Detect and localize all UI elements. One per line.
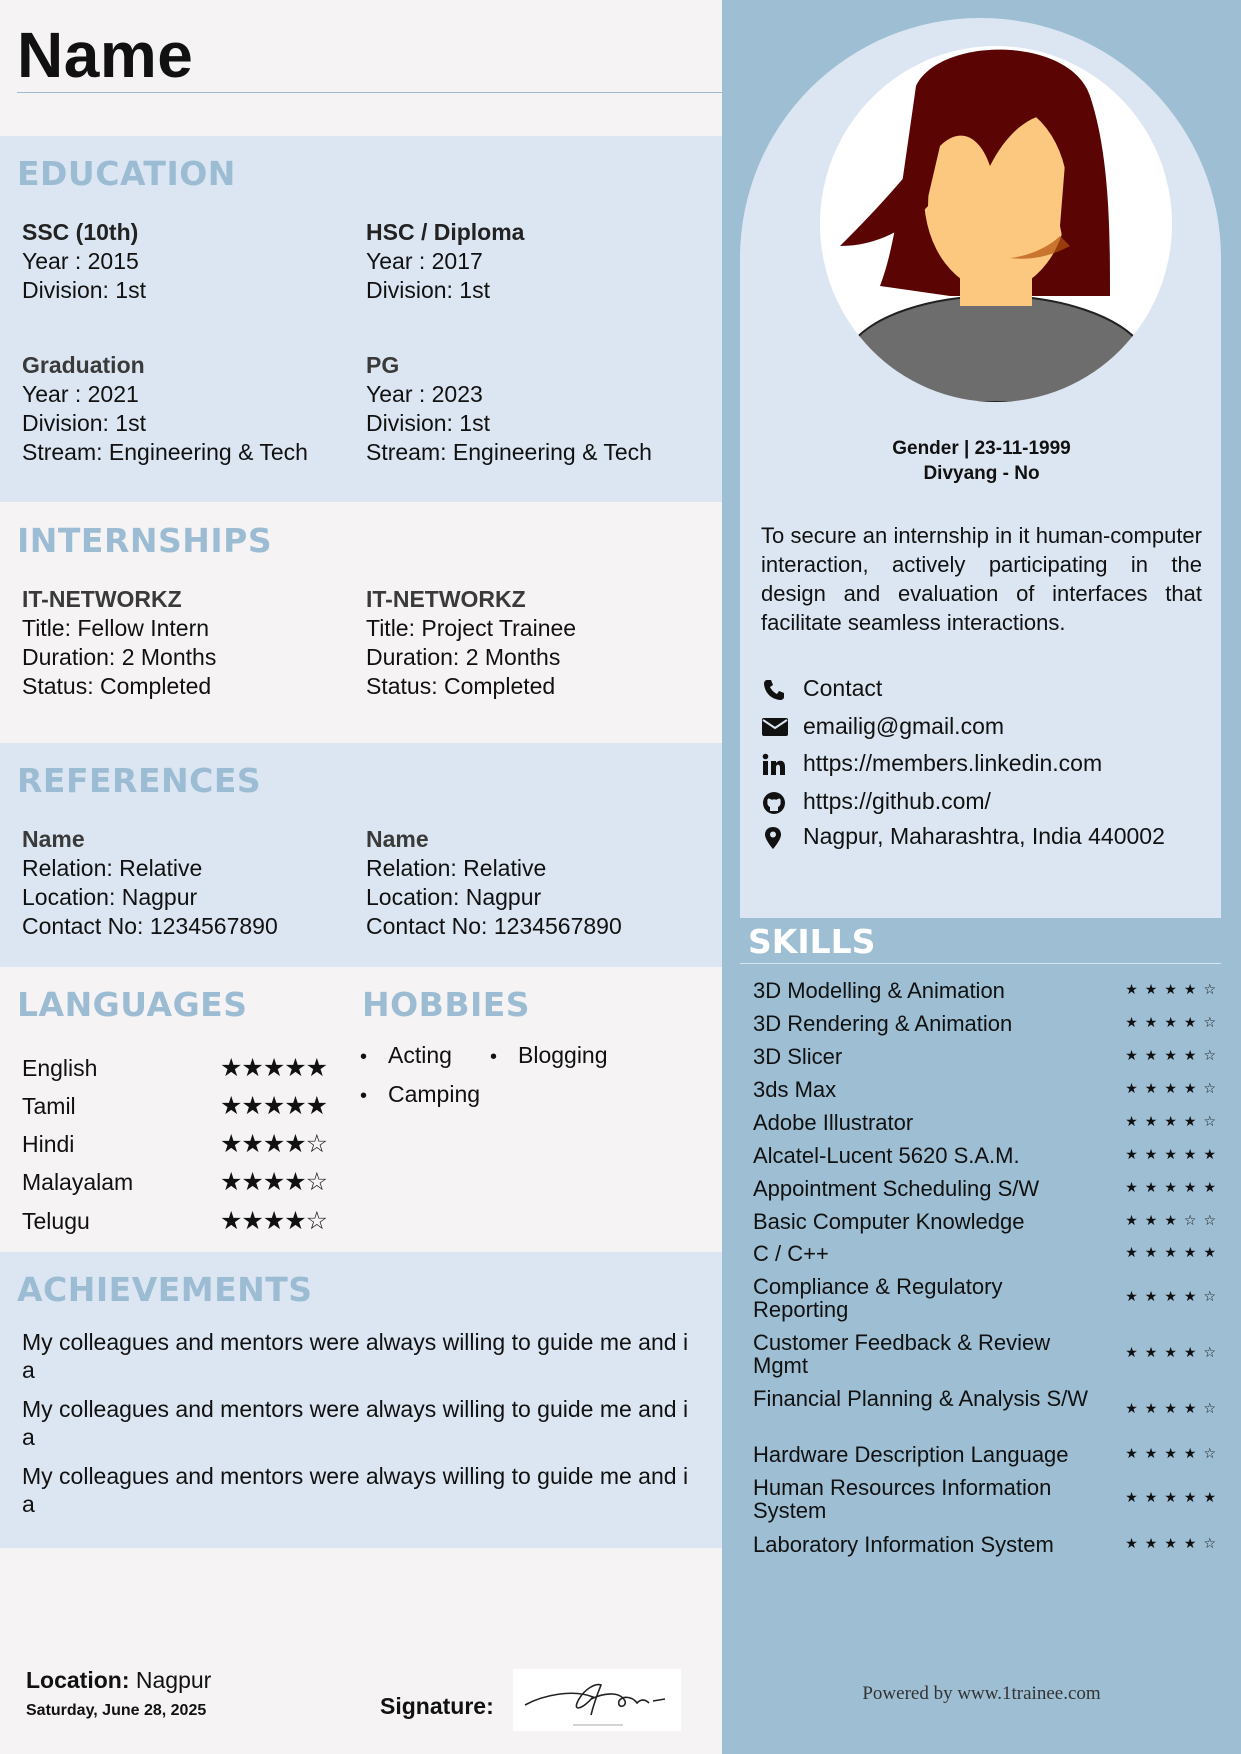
references-heading: REFERENCES <box>17 761 262 800</box>
education-title: SSC (10th) <box>22 219 139 245</box>
skill-name: 3D Rendering & Animation <box>753 1011 1013 1036</box>
education-line: Division: 1st <box>366 410 490 436</box>
right-column <box>722 0 1241 1754</box>
location-label: Location: <box>26 1667 130 1693</box>
language-row <box>22 1091 328 1123</box>
education-line: Year : 2015 <box>22 248 139 274</box>
education-line: Division: 1st <box>366 277 490 303</box>
hobby-item <box>360 1042 452 1069</box>
skill-rating: ★★★★☆ <box>1125 1401 1223 1417</box>
internship-company: IT-NETWORKZ <box>366 586 526 612</box>
skill-name: Adobe Illustrator <box>753 1110 914 1135</box>
linkedin-link[interactable]: https://members.linkedin.com <box>803 750 1103 776</box>
skill-rating: ★★★★★ <box>1125 1147 1223 1163</box>
language-rating: ★★★★☆ <box>220 1129 328 1158</box>
skill-row <box>753 1533 1223 1557</box>
education-line: Year : 2023 <box>366 381 483 407</box>
hobbies-heading: HOBBIES <box>362 985 531 1024</box>
skill-name: Customer Feedback & Review Mgmt <box>753 1330 1051 1378</box>
skill-rating: ★★★★☆ <box>1125 1289 1223 1305</box>
skill-row <box>753 979 1223 1003</box>
skill-name: Financial Planning & Analysis S/W <box>753 1386 1089 1411</box>
language-row <box>22 1129 328 1161</box>
skills-heading: SKILLS <box>748 922 876 961</box>
reference-line: Relation: Relative <box>22 855 203 881</box>
linkedin-icon <box>762 753 788 777</box>
references-section <box>0 743 722 967</box>
internship-line: Duration: 2 Months <box>366 644 561 670</box>
reference-line: Contact No: 1234567890 <box>22 913 278 939</box>
divyang-status: Divyang - No <box>923 463 1040 484</box>
skill-name: Basic Computer Knowledge <box>753 1209 1025 1234</box>
hobby-label: Acting <box>388 1042 452 1068</box>
location-pin-icon <box>762 826 788 850</box>
education-line: Year : 2021 <box>22 381 139 407</box>
language-name: Malayalam <box>22 1169 134 1195</box>
hobby-label: Camping <box>388 1081 481 1107</box>
skill-row <box>753 1111 1223 1135</box>
education-line: Stream: Engineering & Tech <box>22 439 308 465</box>
address-text: Nagpur, Maharashtra, India 440002 <box>803 823 1165 849</box>
internship-line: Title: Project Trainee <box>366 615 577 641</box>
internship-company: IT-NETWORKZ <box>22 586 182 612</box>
reference-item <box>22 825 278 941</box>
education-title: Graduation <box>22 352 145 378</box>
hobby-item <box>360 1081 480 1108</box>
skill-name: Alcatel-Lucent 5620 S.A.M. <box>753 1143 1020 1168</box>
skills-divider <box>740 963 1221 964</box>
skill-row <box>753 1275 1223 1321</box>
language-name: Tamil <box>22 1093 76 1119</box>
skill-rating: ★★★★★ <box>1125 1490 1223 1506</box>
internship-line: Duration: 2 Months <box>22 644 217 670</box>
skill-rating: ★★★★★ <box>1125 1180 1223 1196</box>
skill-row <box>753 1443 1223 1467</box>
location-value: Nagpur <box>135 1667 212 1693</box>
skill-rating: ★★★☆☆ <box>1125 1213 1223 1229</box>
skill-name: 3D Slicer <box>753 1044 843 1069</box>
language-rating: ★★★★★ <box>220 1053 328 1082</box>
reference-line: Location: Nagpur <box>366 884 542 910</box>
skill-rating: ★★★★☆ <box>1125 1446 1223 1462</box>
footer-date: Saturday, June 28, 2025 <box>26 1702 207 1719</box>
education-section <box>0 136 722 502</box>
skill-row <box>753 1210 1223 1234</box>
avatar <box>820 46 1172 402</box>
internship-item <box>366 585 576 701</box>
footer-location <box>26 1667 211 1694</box>
achievements-section <box>0 1252 722 1548</box>
language-rating: ★★★★★ <box>220 1091 328 1120</box>
bullet-icon: • <box>360 1085 368 1107</box>
envelope-icon <box>762 716 788 740</box>
reference-line: Contact No: 1234567890 <box>366 913 622 939</box>
skill-row <box>753 1331 1223 1377</box>
gender-dob: Gender | 23-11-1999 <box>892 438 1071 459</box>
education-ssc <box>22 218 146 305</box>
skill-name: Laboratory Information System <box>753 1532 1054 1557</box>
language-row <box>22 1167 328 1199</box>
bullet-icon: • <box>360 1046 368 1068</box>
education-line: Division: 1st <box>22 410 146 436</box>
skill-row <box>753 1242 1223 1266</box>
hobby-item <box>490 1042 608 1069</box>
skill-name: Human Resources Information System <box>753 1475 1052 1523</box>
language-name: English <box>22 1055 98 1081</box>
achievement-item: My colleagues and mentors were always willing to guide me and i a <box>22 1396 689 1450</box>
profile-card <box>740 18 1221 918</box>
skill-rating: ★★★★☆ <box>1125 1081 1223 1097</box>
github-link[interactable]: https://github.com/ <box>803 788 991 814</box>
internship-line: Status: Completed <box>366 673 556 699</box>
language-name: Hindi <box>22 1131 75 1157</box>
internships-heading: INTERNSHIPS <box>17 521 273 560</box>
github-icon <box>762 791 788 815</box>
education-hsc <box>366 218 524 305</box>
signature-image <box>513 1669 681 1731</box>
reference-line: Relation: Relative <box>366 855 547 881</box>
bullet-icon: • <box>490 1046 498 1068</box>
skill-name: C / C++ <box>753 1241 829 1266</box>
skill-row <box>753 1476 1223 1522</box>
skill-rating: ★★★★☆ <box>1125 1048 1223 1064</box>
internship-item <box>22 585 216 701</box>
language-rating: ★★★★☆ <box>220 1167 328 1196</box>
skill-row <box>753 1387 1223 1433</box>
language-row <box>22 1053 328 1085</box>
education-line: Year : 2017 <box>366 248 483 274</box>
reference-line: Location: Nagpur <box>22 884 198 910</box>
reference-item <box>366 825 622 941</box>
skill-name: Hardware Description Language <box>753 1442 1069 1467</box>
education-title: HSC / Diploma <box>366 219 525 245</box>
education-line: Stream: Engineering & Tech <box>366 439 652 465</box>
skill-row <box>753 1144 1223 1168</box>
skill-rating: ★★★★☆ <box>1125 1015 1223 1031</box>
skill-rating: ★★★★☆ <box>1125 1536 1223 1552</box>
skill-rating: ★★★★☆ <box>1125 1114 1223 1130</box>
internship-line: Title: Fellow Intern <box>22 615 210 641</box>
skill-rating: ★★★★★ <box>1125 1245 1223 1261</box>
language-name: Telugu <box>22 1208 90 1234</box>
languages-hobbies-section <box>0 967 722 1252</box>
internships-section <box>0 502 722 743</box>
career-objective: To secure an internship in it human-computer interaction, actively participating in the design and evaluation of interfaces that facilitate seamless interactions. <box>761 523 1202 635</box>
email-link[interactable]: emailig@gmail.com <box>803 713 1005 739</box>
hobby-label: Blogging <box>518 1042 608 1068</box>
skill-row <box>753 1045 1223 1069</box>
achievement-item: My colleagues and mentors were always willing to guide me and i a <box>22 1329 689 1383</box>
skill-name: Appointment Scheduling S/W <box>753 1176 1040 1201</box>
skill-row <box>753 1012 1223 1036</box>
internship-line: Status: Completed <box>22 673 212 699</box>
education-heading: EDUCATION <box>17 154 236 193</box>
skill-name: Compliance & Regulatory Reporting <box>753 1274 1003 1322</box>
skill-rating: ★★★★☆ <box>1125 1345 1223 1361</box>
phone-text: Contact <box>803 675 883 701</box>
education-pg <box>366 351 652 467</box>
profile-personal <box>722 436 1241 486</box>
skill-row <box>753 1177 1223 1201</box>
skill-row <box>753 1078 1223 1102</box>
name-divider <box>17 92 722 93</box>
language-row <box>22 1206 328 1238</box>
achievements-heading: ACHIEVEMENTS <box>17 1270 313 1309</box>
reference-name: Name <box>366 826 429 852</box>
reference-name: Name <box>22 826 85 852</box>
language-rating: ★★★★☆ <box>220 1206 328 1235</box>
education-graduation <box>22 351 308 467</box>
skill-rating: ★★★★☆ <box>1125 982 1223 998</box>
skill-name: 3D Modelling & Animation <box>753 978 1005 1003</box>
education-line: Division: 1st <box>22 277 146 303</box>
achievement-item: My colleagues and mentors were always willing to guide me and i a <box>22 1463 689 1517</box>
phone-icon <box>762 678 788 702</box>
powered-by: Powered by www.1trainee.com <box>862 1683 1101 1704</box>
education-title: PG <box>366 352 400 378</box>
skill-name: 3ds Max <box>753 1077 837 1102</box>
languages-heading: LANGUAGES <box>17 985 248 1024</box>
candidate-name: Name <box>17 19 194 91</box>
signature-label: Signature: <box>380 1693 494 1719</box>
